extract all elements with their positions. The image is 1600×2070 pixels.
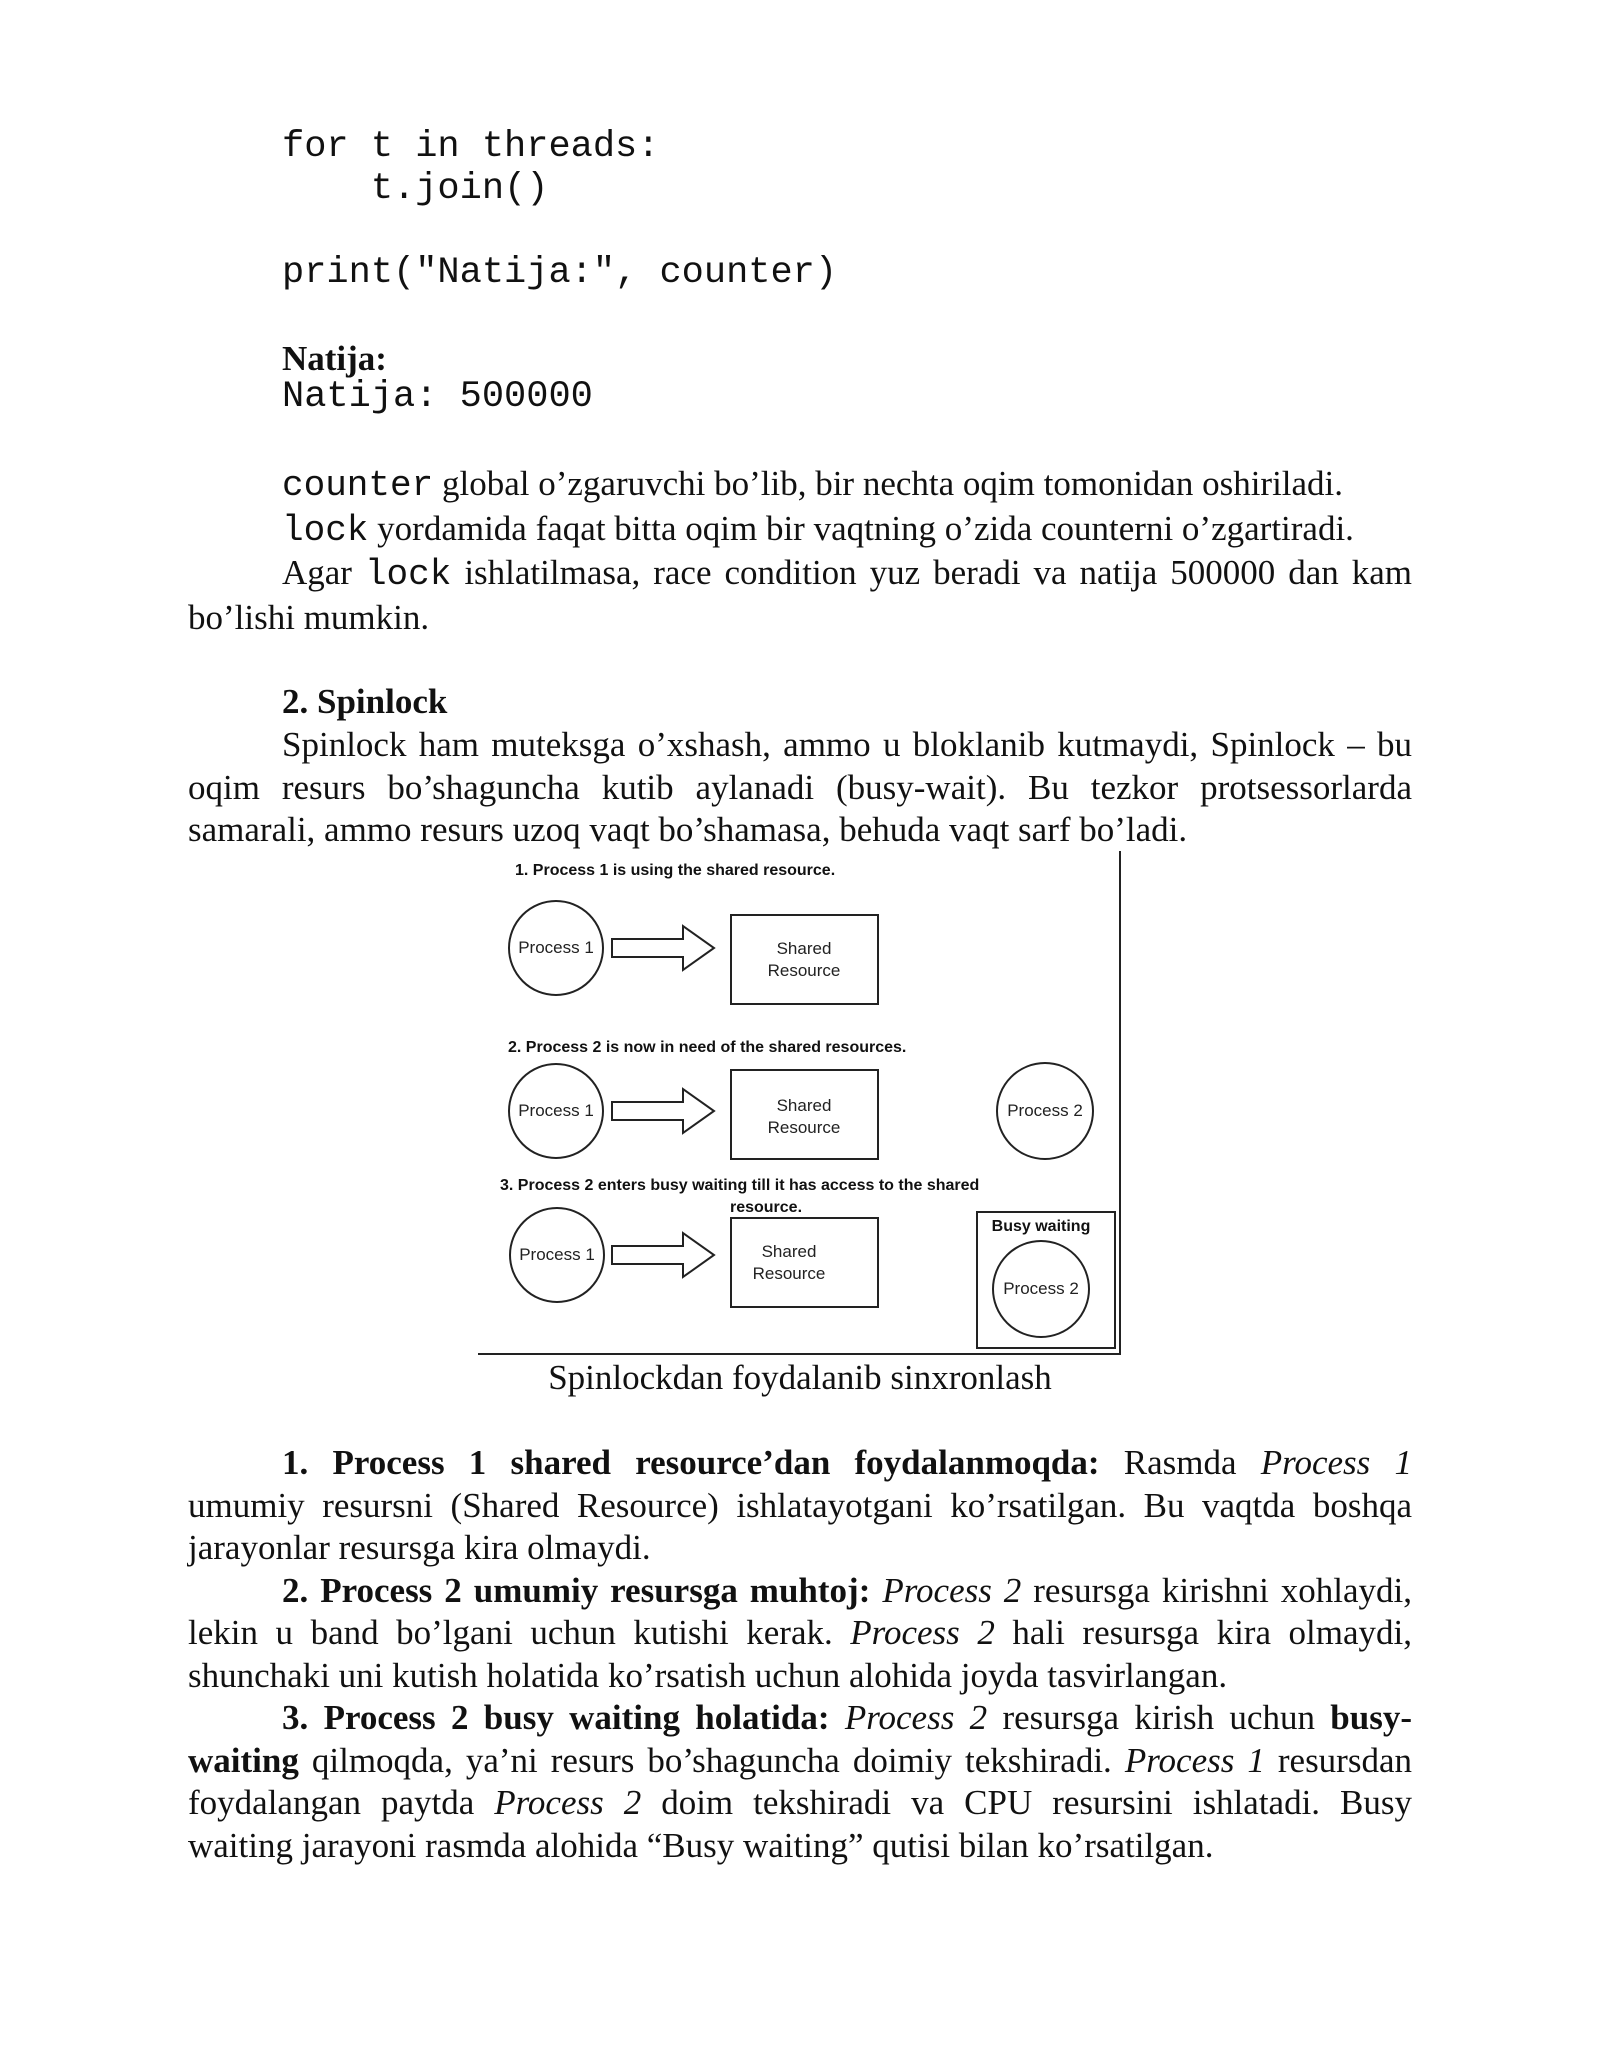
arrow-right-icon [612,1233,714,1277]
process1-label: Process 1 [518,938,594,957]
shared-label-1: Shared [776,939,832,958]
step-description-2: 2. Process 2 umumiy resursga muhtoj: Process 2 resursga kirishni xohlaydi, lekin u band bo’lgani uchun kutishi kerak. Process 2 hali resursga kira olmaydi, shunchaki uni kutish holatida ko’rsatish uchun alohida joyda tasvirlangan. [188,1570,1413,1695]
step2-title: 2. Process 2 is now in need of the shared resources. [508,1039,907,1056]
step3-title-2: resource. [729,1199,803,1216]
arrow-right-icon [612,1089,714,1133]
step1-title: 1. Process 1 is using the shared resource. [515,862,836,879]
explanation-line-2: lock yordamida faqat bitta oqim bir vaqtning o’zida counterni o’zgartiradi. [282,508,1354,551]
process2-label: Process 2 [1007,1101,1083,1120]
shared-resource-box [731,915,878,1004]
figure-caption: Spinlockdan foydalanib sinxronlash [548,1358,1052,1397]
busy-waiting-label: Busy waiting [991,1218,1091,1235]
explanation-line-3: Agar lock ishlatilmasa, race condition yuz beradi va natija 500000 dan kam bo’lishi mumkin. [188,553,1412,637]
shared-label-2: Resource [767,961,841,980]
shared-label-1: Shared [776,1096,832,1115]
explanation [188,463,1412,639]
code-line-4: print("Natija:", counter) [282,252,838,294]
spinlock-diagram [478,851,1122,1356]
process2-label: Process 2 [1003,1279,1079,1298]
code-line-1: for t in threads: [282,126,660,168]
section-paragraph: Spinlock ham muteksga o’xshash, ammo u bloklanib kutmaydi, Spinlock – bu oqim resurs bo’shaguncha kutib aylanadi (busy-wait). Bu tezkor protsessorlarda samarali, ammo resurs uzoq vaqt bo’shamasa, behuda vaqt sarf bo’ladi. [188,725,1412,849]
inline-code-lock: lock [282,509,369,551]
section-heading: 2. Spinlock [282,682,448,721]
inline-code-lock: lock [364,554,452,595]
shared-label-1: Shared [761,1242,817,1261]
explanation-line-1: counter global o’zgaruvchi bo’lib, bir nechta oqim tomonidan oshiriladi. [282,464,1344,506]
inline-code-counter: counter [282,465,434,506]
shared-label-2: Resource [767,1118,841,1137]
step-descriptions [188,1442,1412,1867]
step-description-3: 3. Process 2 busy waiting holatida: Process 2 resursga kirish uchun busy-waiting qilmoqda, ya’ni resurs bo’shaguncha doimiy tekshiradi. Process 1 resursdan foydalangan paytda Process 2 doim tekshiradi va CPU resursini ishlatadi. Busy waiting jarayoni rasmda alohida “Busy waiting” qutisi bilan ko’rsatilgan. [188,1698,1412,1865]
process1-label: Process 1 [519,1245,595,1264]
process1-label: Process 1 [518,1101,594,1120]
shared-label-2: Resource [752,1264,826,1283]
step-description-1: 1. Process 1 shared resource’dan foydalanmoqda: Rasmda Process 1 umumiy resursni (Shared Resource) ishlatayotgani ko’rsatilgan. Bu vaqtda boshqa jarayonlar resursga kira olmaydi. [188,1443,1412,1567]
code-line-2: t.join() [282,168,549,210]
arrow-right-icon [612,926,714,970]
result-label: Natija: [282,339,387,378]
result-output: Natija: 500000 [282,376,593,418]
section-paragraph-wrap [188,724,1412,852]
shared-resource-box [731,1218,878,1307]
step3-title-1: 3. Process 2 enters busy waiting till it has access to the shared [500,1177,980,1194]
